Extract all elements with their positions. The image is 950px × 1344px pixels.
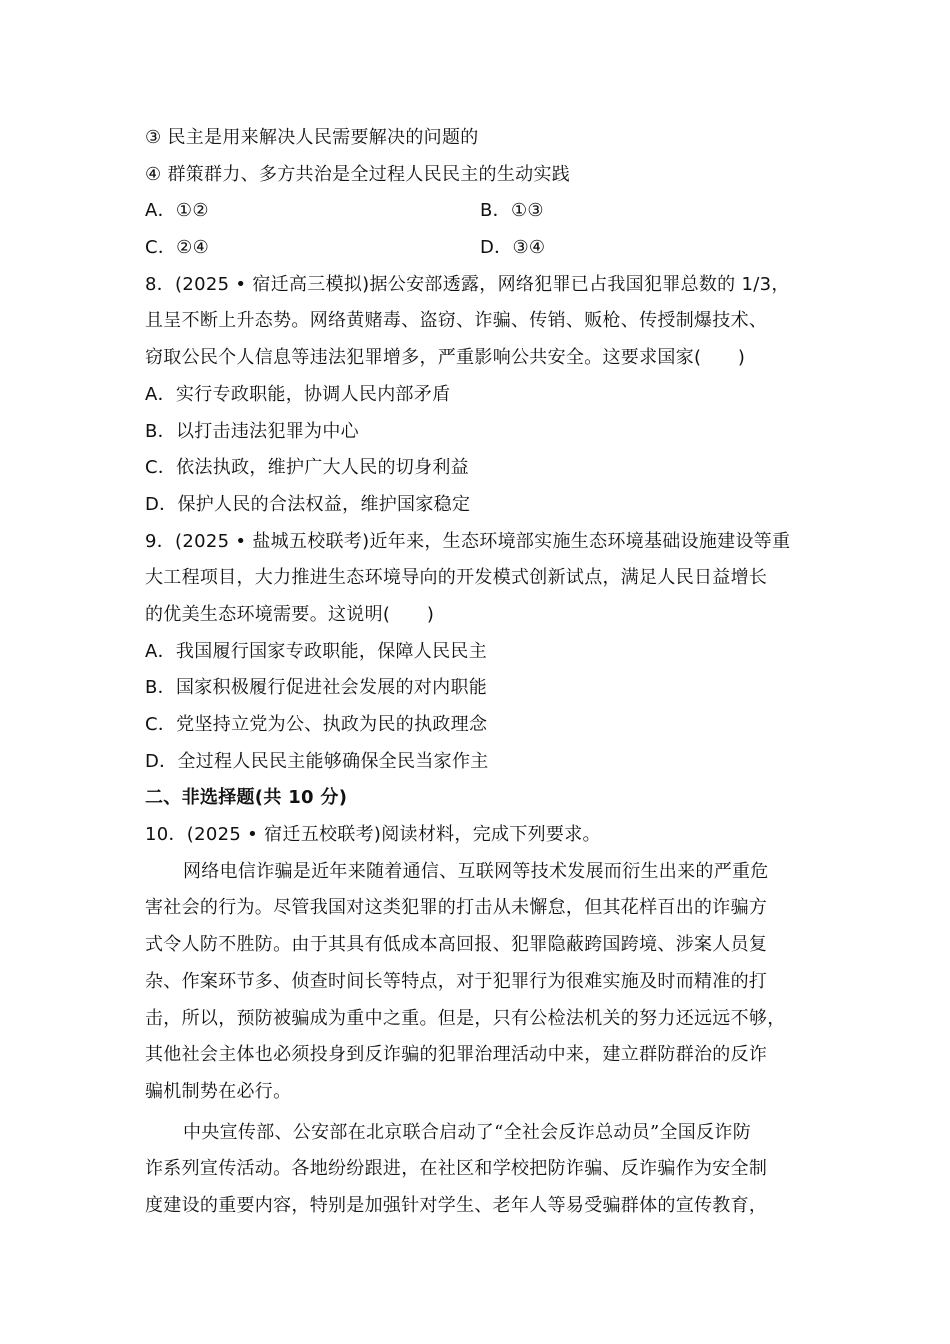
material-line: 骗机制势在必行。 xyxy=(145,1080,292,1102)
section-heading-non-choice: 二、非选择题(共 10 分) xyxy=(145,787,348,809)
q9-stem-line-1: 9．(2025 • 盐城五校联考)近年来，生态环境部实施生态环境基础设施建设等重 xyxy=(145,530,791,552)
q9-option-d: D．全过程人民民主能够确保全民当家作主 xyxy=(145,750,489,772)
material-line: 中央宣传部、公安部在北京联合启动了“全社会反诈总动员”全国反诈防 xyxy=(183,1121,752,1143)
q7-option-b: B．①③ xyxy=(480,200,544,222)
q8-option-a: A．实行专政职能，协调人民内部矛盾 xyxy=(145,383,451,405)
q9-option-b: B．国家积极履行促进社会发展的对内职能 xyxy=(145,677,488,699)
q8-option-c: C．依法执政，维护广大人民的切身利益 xyxy=(145,457,469,479)
material-line: 其他社会主体也必须投身到反诈骗的犯罪治理活动中来，建立群防群治的反诈 xyxy=(145,1044,768,1066)
q10-material-paragraph-1 xyxy=(145,854,825,1111)
q7-option-d: D．③④ xyxy=(480,237,546,259)
q8-option-b: B．以打击违法犯罪为中心 xyxy=(145,420,359,442)
q9-option-c: C．党坚持立党为公、执政为民的执政理念 xyxy=(145,714,488,735)
material-line: 度建设的重要内容，特别是加强针对学生、老年人等易受骗群体的宣传教育， xyxy=(145,1194,768,1216)
material-line: 杂、作案环节多、侦查时间长等特点，对于犯罪行为很难实施及时而精准的打 xyxy=(145,970,768,992)
material-line: 式令人防不胜防。由于其具有低成本高回报、犯罪隐蔽跨国跨境、涉案人员复 xyxy=(145,934,768,956)
q9-option-a: A．我国履行国家专政职能，保障人民民主 xyxy=(145,640,488,662)
q7-options-row-1 xyxy=(145,193,825,230)
q8-stem-line-3: 窃取公民个人信息等违法犯罪增多，严重影响公共安全。这要求国家( ) xyxy=(145,347,746,369)
q8-option-d: D．保护人民的合法权益，维护国家稳定 xyxy=(145,493,471,515)
q8-stem-line-2: 且呈不断上升态势。网络黄赌毒、盗窃、诈骗、传销、贩枪、传授制爆技术、 xyxy=(145,310,768,332)
q9-stem-line-2: 大工程项目，大力推进生态环境导向的开发模式创新试点，满足人民日益增长 xyxy=(145,567,768,589)
q7-option-a: A．①② xyxy=(145,200,209,222)
material-line: 害社会的行为。尽管我国对这类犯罪的打击从未懈怠，但其花样百出的诈骗方 xyxy=(145,897,768,919)
q10-material-paragraph-2 xyxy=(145,1115,825,1225)
q7-options-row-2 xyxy=(145,230,825,267)
q8-stem-line-1: 8．(2025 • 宿迁高三模拟)据公安部透露，网络犯罪已占我国犯罪总数的 1/3， xyxy=(145,273,790,295)
q7-option-c: C．②④ xyxy=(145,237,210,259)
q7-statement-4: ④ 群策群力、多方共治是全过程人民民主的生动实践 xyxy=(145,163,571,185)
material-line: 诈系列宣传活动。各地纷纷跟进，在社区和学校把防诈骗、反诈骗作为安全制 xyxy=(145,1158,768,1180)
q9-stem-line-3: 的优美生态环境需要。这说明( ) xyxy=(145,603,435,625)
q10-stem: 10．(2025 • 宿迁五校联考)阅读材料，完成下列要求。 xyxy=(145,824,601,846)
q7-statement-3: ③ 民主是用来解决人民需要解决的问题的 xyxy=(145,127,479,148)
material-line: 网络电信诈骗是近年来随着通信、互联网等技术发展而衍生出来的严重危 xyxy=(183,860,769,882)
document-page xyxy=(145,120,825,1225)
material-line: 击，所以，预防被骗成为重中之重。但是，只有公检法机关的努力还远远不够， xyxy=(145,1007,786,1029)
